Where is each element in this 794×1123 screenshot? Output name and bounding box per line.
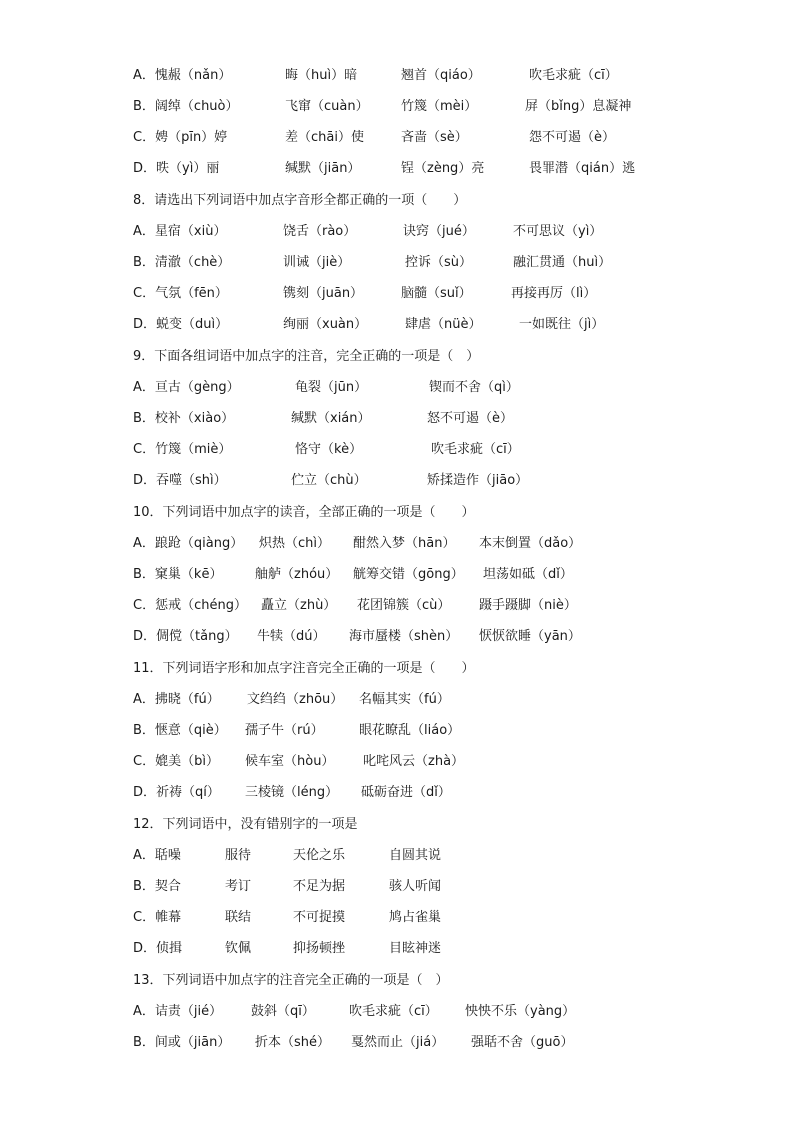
- option-item: A．聒噪: [133, 848, 181, 863]
- option-item: 不可捉摸: [293, 910, 346, 925]
- option-item: 怒不可遏（è）: [427, 411, 513, 426]
- option-item: D．蜕变（duì）: [133, 317, 229, 332]
- option-item: 戛然而止（jiá）: [351, 1035, 445, 1050]
- question-text: 10．下列词语中加点字的读音，全部正确的一项是（ ）: [133, 505, 475, 520]
- option-item: 不足为据: [293, 879, 346, 894]
- option-item: 强聒不舍（guō）: [471, 1035, 574, 1050]
- option-item: 吹毛求疵（cī）: [349, 1004, 438, 1019]
- option-item: 伫立（chù）: [291, 473, 367, 488]
- option-item: B．惬意（qiè）: [133, 723, 227, 738]
- option-item: 鸠占雀巢: [389, 910, 442, 925]
- option-item: 天伦之乐: [293, 848, 346, 863]
- option-item: 矫揉造作（jiāo）: [427, 473, 529, 488]
- option-item: 名幅其实（fú）: [359, 692, 450, 707]
- question-text: 13．下列词语中加点字的注音完全正确的一项是（ ）: [133, 973, 449, 988]
- option-item: A．亘古（gèng）: [133, 380, 240, 395]
- option-item: B．契合: [133, 879, 181, 894]
- option-item: 舳舻（zhóu）: [255, 567, 339, 582]
- option-item: B．校补（xiào）: [133, 411, 235, 426]
- option-item: C．帷幕: [133, 910, 182, 925]
- option-item: 候车室（hòu）: [245, 754, 335, 769]
- option-item: D．昳（yì）丽: [133, 161, 220, 176]
- option-item: D．侦揖: [133, 941, 183, 956]
- option-item: 三棱镜（léng）: [245, 785, 339, 800]
- option-item: 自圆其说: [389, 848, 442, 863]
- option-item: 花团锦簇（cù）: [357, 598, 451, 613]
- question-text: 8．请选出下列词语中加点字音形全都正确的一项（ ）: [133, 193, 467, 208]
- option-item: 飞窜（cuàn）: [285, 99, 369, 114]
- option-item: D．倜傥（tǎng）: [133, 629, 238, 644]
- question-text: 11．下列词语字形和加点字注音完全正确的一项是（ ）: [133, 661, 475, 676]
- option-item: 鼓斜（qī）: [251, 1004, 315, 1019]
- option-item: D．祈祷（qí）: [133, 785, 220, 800]
- option-item: 牛犊（dú）: [257, 629, 326, 644]
- option-item: 炽热（chì）: [259, 536, 330, 551]
- option-item: 控诉（sù）: [405, 255, 473, 270]
- option-item: 怨不可遏（è）: [529, 130, 615, 145]
- option-item: 目眩神迷: [389, 941, 442, 956]
- option-item: B．窠巢（kē）: [133, 567, 223, 582]
- option-item: 恹恹欲睡（yān）: [479, 629, 581, 644]
- option-item: A．星宿（xiù）: [133, 224, 227, 239]
- option-item: 蹑手蹑脚（niè）: [479, 598, 577, 613]
- option-item: 诀窍（jué）: [403, 224, 475, 239]
- option-item: 绚丽（xuàn）: [283, 317, 368, 332]
- option-item: 抑扬顿挫: [293, 941, 346, 956]
- option-item: A．踉跄（qiàng）: [133, 536, 244, 551]
- option-item: 肆虐（nüè）: [405, 317, 482, 332]
- option-item: 骇人听闻: [389, 879, 442, 894]
- option-item: 砥砺奋进（dǐ）: [361, 785, 451, 800]
- option-item: B．清澈（chè）: [133, 255, 231, 270]
- option-item: 眼花瞭乱（liáo）: [359, 723, 461, 738]
- option-item: 缄默（xián）: [291, 411, 371, 426]
- option-item: B．阔绰（chuò）: [133, 99, 239, 114]
- option-item: 联结: [225, 910, 252, 925]
- option-item: 再接再厉（lì）: [511, 286, 597, 301]
- option-item: 钦佩: [225, 941, 252, 956]
- option-item: 差（chāi）使: [285, 130, 364, 145]
- option-item: 折本（shé）: [255, 1035, 331, 1050]
- option-item: 本末倒置（dǎo）: [479, 536, 582, 551]
- option-item: 孺子牛（rú）: [245, 723, 324, 738]
- option-item: 饶舌（rào）: [283, 224, 357, 239]
- option-item: 锲而不舍（qì）: [429, 380, 519, 395]
- option-item: 吹毛求疵（cī）: [529, 68, 618, 83]
- option-item: 脑髓（suǐ）: [401, 286, 472, 301]
- question-text: 9．下面各组词语中加点字的注音，完全正确的一项是（ ）: [133, 349, 480, 364]
- option-item: A．愧赧（nǎn）: [133, 68, 232, 83]
- option-item: 文绉绉（zhōu）: [247, 692, 344, 707]
- option-item: 坦荡如砥（dǐ）: [483, 567, 573, 582]
- option-item: C．惩戒（chéng）: [133, 598, 247, 613]
- option-item: C．气氛（fēn）: [133, 286, 228, 301]
- option-item: 锃（zèng）亮: [401, 161, 485, 176]
- option-item: 酣然入梦（hān）: [353, 536, 456, 551]
- option-item: C．媲美（bì）: [133, 754, 219, 769]
- option-item: 海市蜃楼（shèn）: [349, 629, 459, 644]
- option-item: 不可思议（yì）: [513, 224, 603, 239]
- option-item: B．间或（jiān）: [133, 1035, 231, 1050]
- option-item: 镌刻（juān）: [283, 286, 364, 301]
- option-item: 一如既往（jì）: [519, 317, 605, 332]
- option-item: 考订: [225, 879, 252, 894]
- option-item: A．诘责（jié）: [133, 1004, 223, 1019]
- option-item: 竹篾（mèi）: [401, 99, 478, 114]
- option-item: 恪守（kè）: [295, 442, 363, 457]
- option-item: 翘首（qiáo）: [401, 68, 481, 83]
- option-item: C．娉（pīn）婷: [133, 130, 228, 145]
- option-item: 吝啬（sè）: [401, 130, 468, 145]
- option-item: 训诫（jiè）: [283, 255, 351, 270]
- option-item: 吹毛求疵（cī）: [431, 442, 520, 457]
- option-item: 融汇贯通（huì）: [513, 255, 612, 270]
- option-item: 龟裂（jūn）: [295, 380, 368, 395]
- option-item: A．拂晓（fú）: [133, 692, 220, 707]
- option-item: 晦（huì）暗: [285, 68, 358, 83]
- option-item: D．吞噬（shì）: [133, 473, 227, 488]
- option-item: 怏怏不乐（yàng）: [465, 1004, 576, 1019]
- option-item: 缄默（jiān）: [285, 161, 361, 176]
- option-item: 服待: [225, 848, 252, 863]
- option-item: 畏罪潜（qián）逃: [529, 161, 636, 176]
- option-item: 屏（bǐng）息凝神: [525, 99, 632, 114]
- question-text: 12．下列词语中，没有错别字的一项是: [133, 817, 358, 832]
- option-item: 叱咤风云（zhà）: [363, 754, 465, 769]
- option-item: C．竹篾（miè）: [133, 442, 232, 457]
- option-item: 矗立（zhù）: [261, 598, 337, 613]
- option-item: 觥筹交错（gōng）: [353, 567, 464, 582]
